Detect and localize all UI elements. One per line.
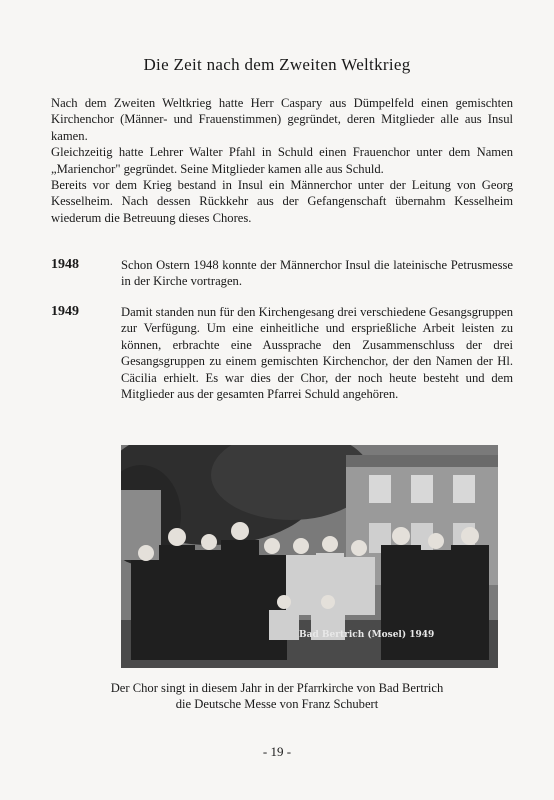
choir-group-photo	[121, 445, 498, 668]
intro-section	[51, 95, 513, 226]
entry-year: 1949	[51, 304, 79, 319]
chronicle-entry-1948	[51, 257, 513, 290]
entry-text: Schon Ostern 1948 konnte der Männerchor Insul die lateinische Petrusmesse in der Kirche vortragen.	[121, 258, 513, 289]
intro-paragraph: Bereits vor dem Krieg bestand in Insul ein Männerchor unter der Leitung von Georg Kesselheim. Nach dessen Rückkehr aus der Gefangenschaft übernahm Kesselheim wiederum die Betreuung dieses Chores.	[51, 178, 513, 225]
entry-year: 1948	[51, 257, 79, 272]
photo-caption	[0, 680, 554, 713]
chronicle-entry-1949	[51, 304, 513, 402]
photo-inscription: Bad Bertrich (Mosel) 1949	[299, 630, 435, 640]
caption-line: Der Chor singt in diesem Jahr in der Pfarrkirche von Bad Bertrich	[110, 681, 444, 695]
entry-text: Damit standen nun für den Kirchengesang drei verschiedene Gesangsgruppen zur Verfügung. Um eine einheitliche und ersprießliche Arbeit leisten zu können, erbrachte eine Aussprache den Zusammenschluss der drei Gesangsgruppen zu einem gemischten Kirchenchor, der den Namen der Hl. Cäcilia erhielt. Es war dies der Chor, der noch heute besteht und dem Mitglieder aus der gesamten Pfarrei Schuld angehören.	[121, 305, 513, 402]
page-title: Die Zeit nach dem Zweiten Weltkrieg	[143, 55, 411, 74]
caption-line: die Deutsche Messe von Franz Schubert	[175, 697, 379, 712]
intro-paragraph: Nach dem Zweiten Weltkrieg hatte Herr Caspary aus Dümpelfeld einen gemischten Kirchenchor (Männer- und Frauenstimmen) gegründet, deren Mitglieder alle aus Insul kamen.	[51, 96, 513, 143]
page-number: - 19 -	[262, 744, 292, 759]
intro-paragraph: Gleichzeitig hatte Lehrer Walter Pfahl in Schuld einen Frauenchor unter dem Namen „Marienchor" gegründet. Seine Mitglieder kamen alle aus Schuld.	[51, 145, 513, 176]
